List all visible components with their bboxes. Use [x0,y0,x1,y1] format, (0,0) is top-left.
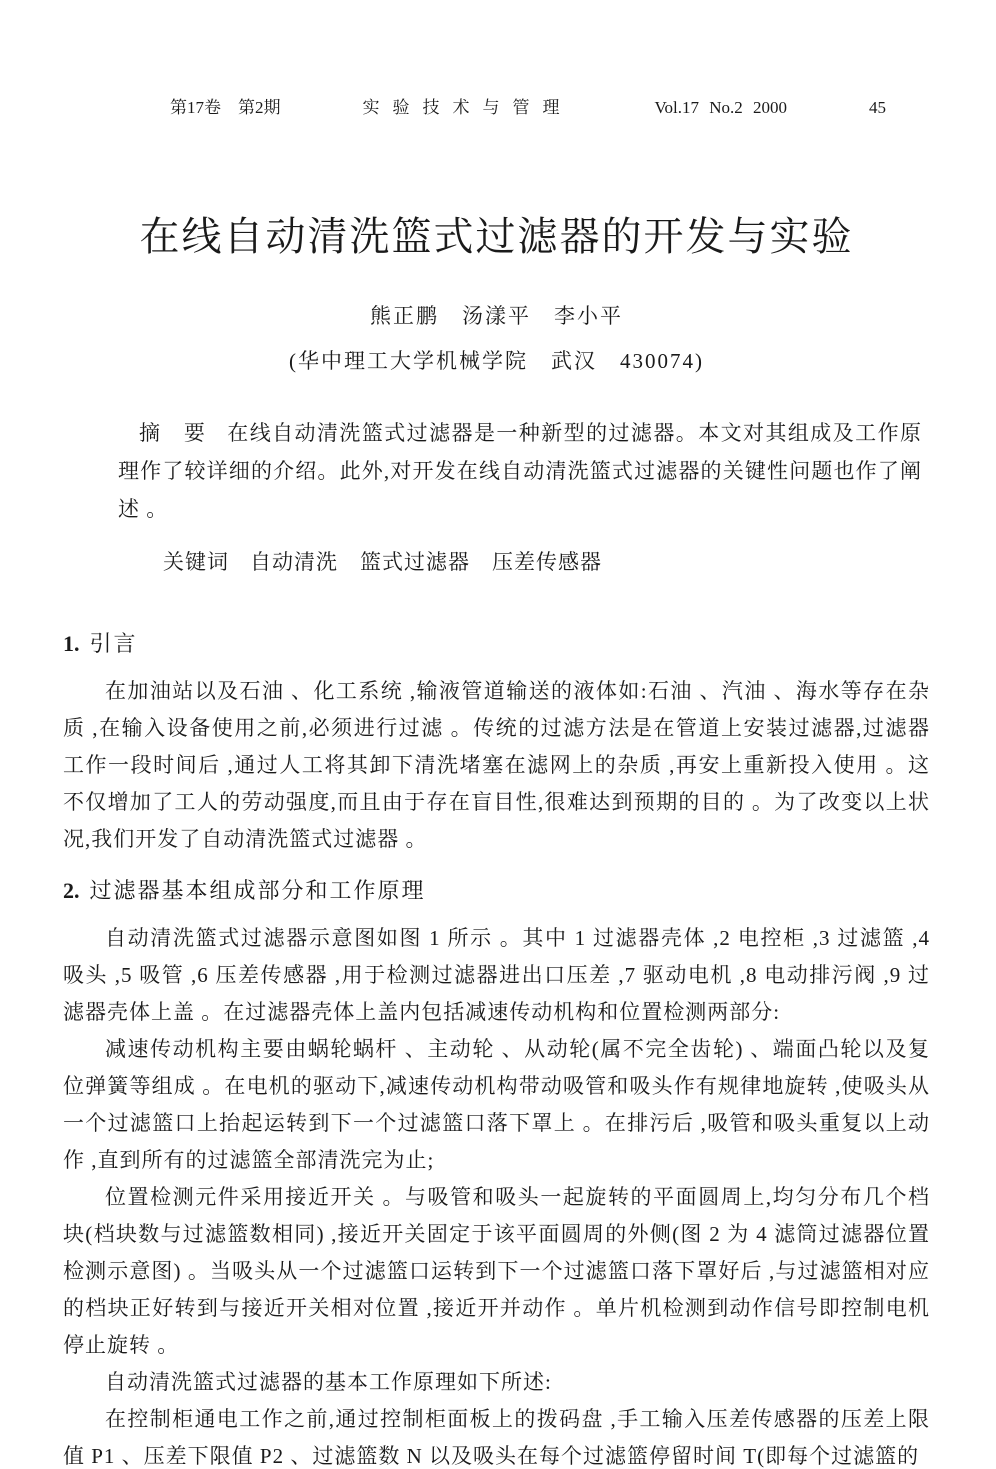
section-2-number: 2. [63,878,80,903]
abstract-text: 在线自动清洗篮式过滤器是一种新型的过滤器。本文对其组成及工作原理作了较详细的介绍。此外,对开发在线自动清洗篮式过滤器的关键性问题也作了阐述 。 [118,421,923,521]
section-2-paragraph-3: 位置检测元件采用接近开关 。与吸管和吸头一起旋转的平面圆周上,均匀分布几个档块(档块数与过滤篮数相同) ,接近开关固定于该平面圆周的外侧(图 2 为 4 滤筒过滤器位置检测示意图) 。当吸头从一个过滤篮口运转到下一个过滤篮口落下罩好后 ,与过滤篮相对应的档块正好转到与接近开关相对位置 ,接近开并动作 。单片机检测到动作信号即控制电机停止旋转 。 [63,1185,930,1357]
keywords-line [163,549,930,575]
authors-line: 熊正鹏 汤漾平 李小平 [370,304,623,328]
section-1-number: 1. [63,631,80,656]
abstract-label: 摘 要 [139,421,207,445]
keywords-label: 关键词 [163,550,229,574]
section-2-paragraph-4: 自动清洗篮式过滤器的基本工作原理如下所述: [105,1370,552,1394]
section-1-title: 引言 [89,631,138,656]
section-2-paragraph-2: 减速传动机构主要由蜗轮蜗杆 、主动轮 、从动轮(属不完全齿轮) 、端面凸轮以及复位弹簧等组成 。在电机的驱动下,减速传动机构带动吸管和吸头作有规律地旋转 ,使吸头从一个过滤篮口上抬起运转到下一个过滤篮口落下罩上 。在排污后 ,吸管和吸头重复以上动作 ,直到所有的过滤篮全部清洗完为止; [63,1037,930,1172]
keywords-text: 自动清洗 篮式过滤器 压差传感器 [250,550,602,574]
section-2-paragraph-5: 在控制柜通电工作之前,通过控制柜面板上的拨码盘 ,手工输入压差传感器的压差上限值 P1 、压差下限值 P2 、过滤篮数 N 以及吸头在每个过滤篮停留时间 T(即每个过滤篮的 [63,1407,930,1468]
affiliation-line: (华中理工大学机械学院 武汉 430074) [289,349,704,373]
section-2-heading [63,876,930,906]
volume-issue: 第17卷 第2期 [170,98,281,117]
section-2-title: 过滤器基本组成部分和工作原理 [89,878,426,903]
article-title: 在线自动清洗篮式过滤器的开发与实验 [139,214,854,259]
journal-name: 实验技术与管理 [362,98,573,117]
vol-info: Vol.17 No.2 2000 [654,98,788,117]
journal-header [170,97,886,119]
section-1-paragraph-1: 在加油站以及石油 、化工系统 ,输液管道输送的液体如:石油 、汽油 、海水等存在杂质 ,在输入设备使用之前,必须进行过滤 。传统的过滤方法是在管道上安装过滤器,过滤器工作一段时间后 ,通过人工将其卸下清洗堵塞在滤网上的杂质 ,再安上重新投入使用 。这不仅增加了工人的劳动强度,而且由于存在盲目性,很难达到预期的目的 。为了改变以上状况,我们开发了自动清洗篮式过滤器 。 [63,679,930,851]
abstract-paragraph [118,414,922,528]
section-1-heading [63,629,930,659]
page-number: 45 [869,98,886,117]
section-2-paragraph-1: 自动清洗篮式过滤器示意图如图 1 所示 。其中 1 过滤器壳体 ,2 电控柜 ,3 过滤篮 ,4 吸头 ,5 吸管 ,6 压差传感器 ,用于检测过滤器进出口压差 ,7 驱动电机 ,8 电动排污阀 ,9 过滤器壳体上盖 。在过滤器壳体上盖内包括减速传动机构和位置检测两部分: [63,926,930,1024]
